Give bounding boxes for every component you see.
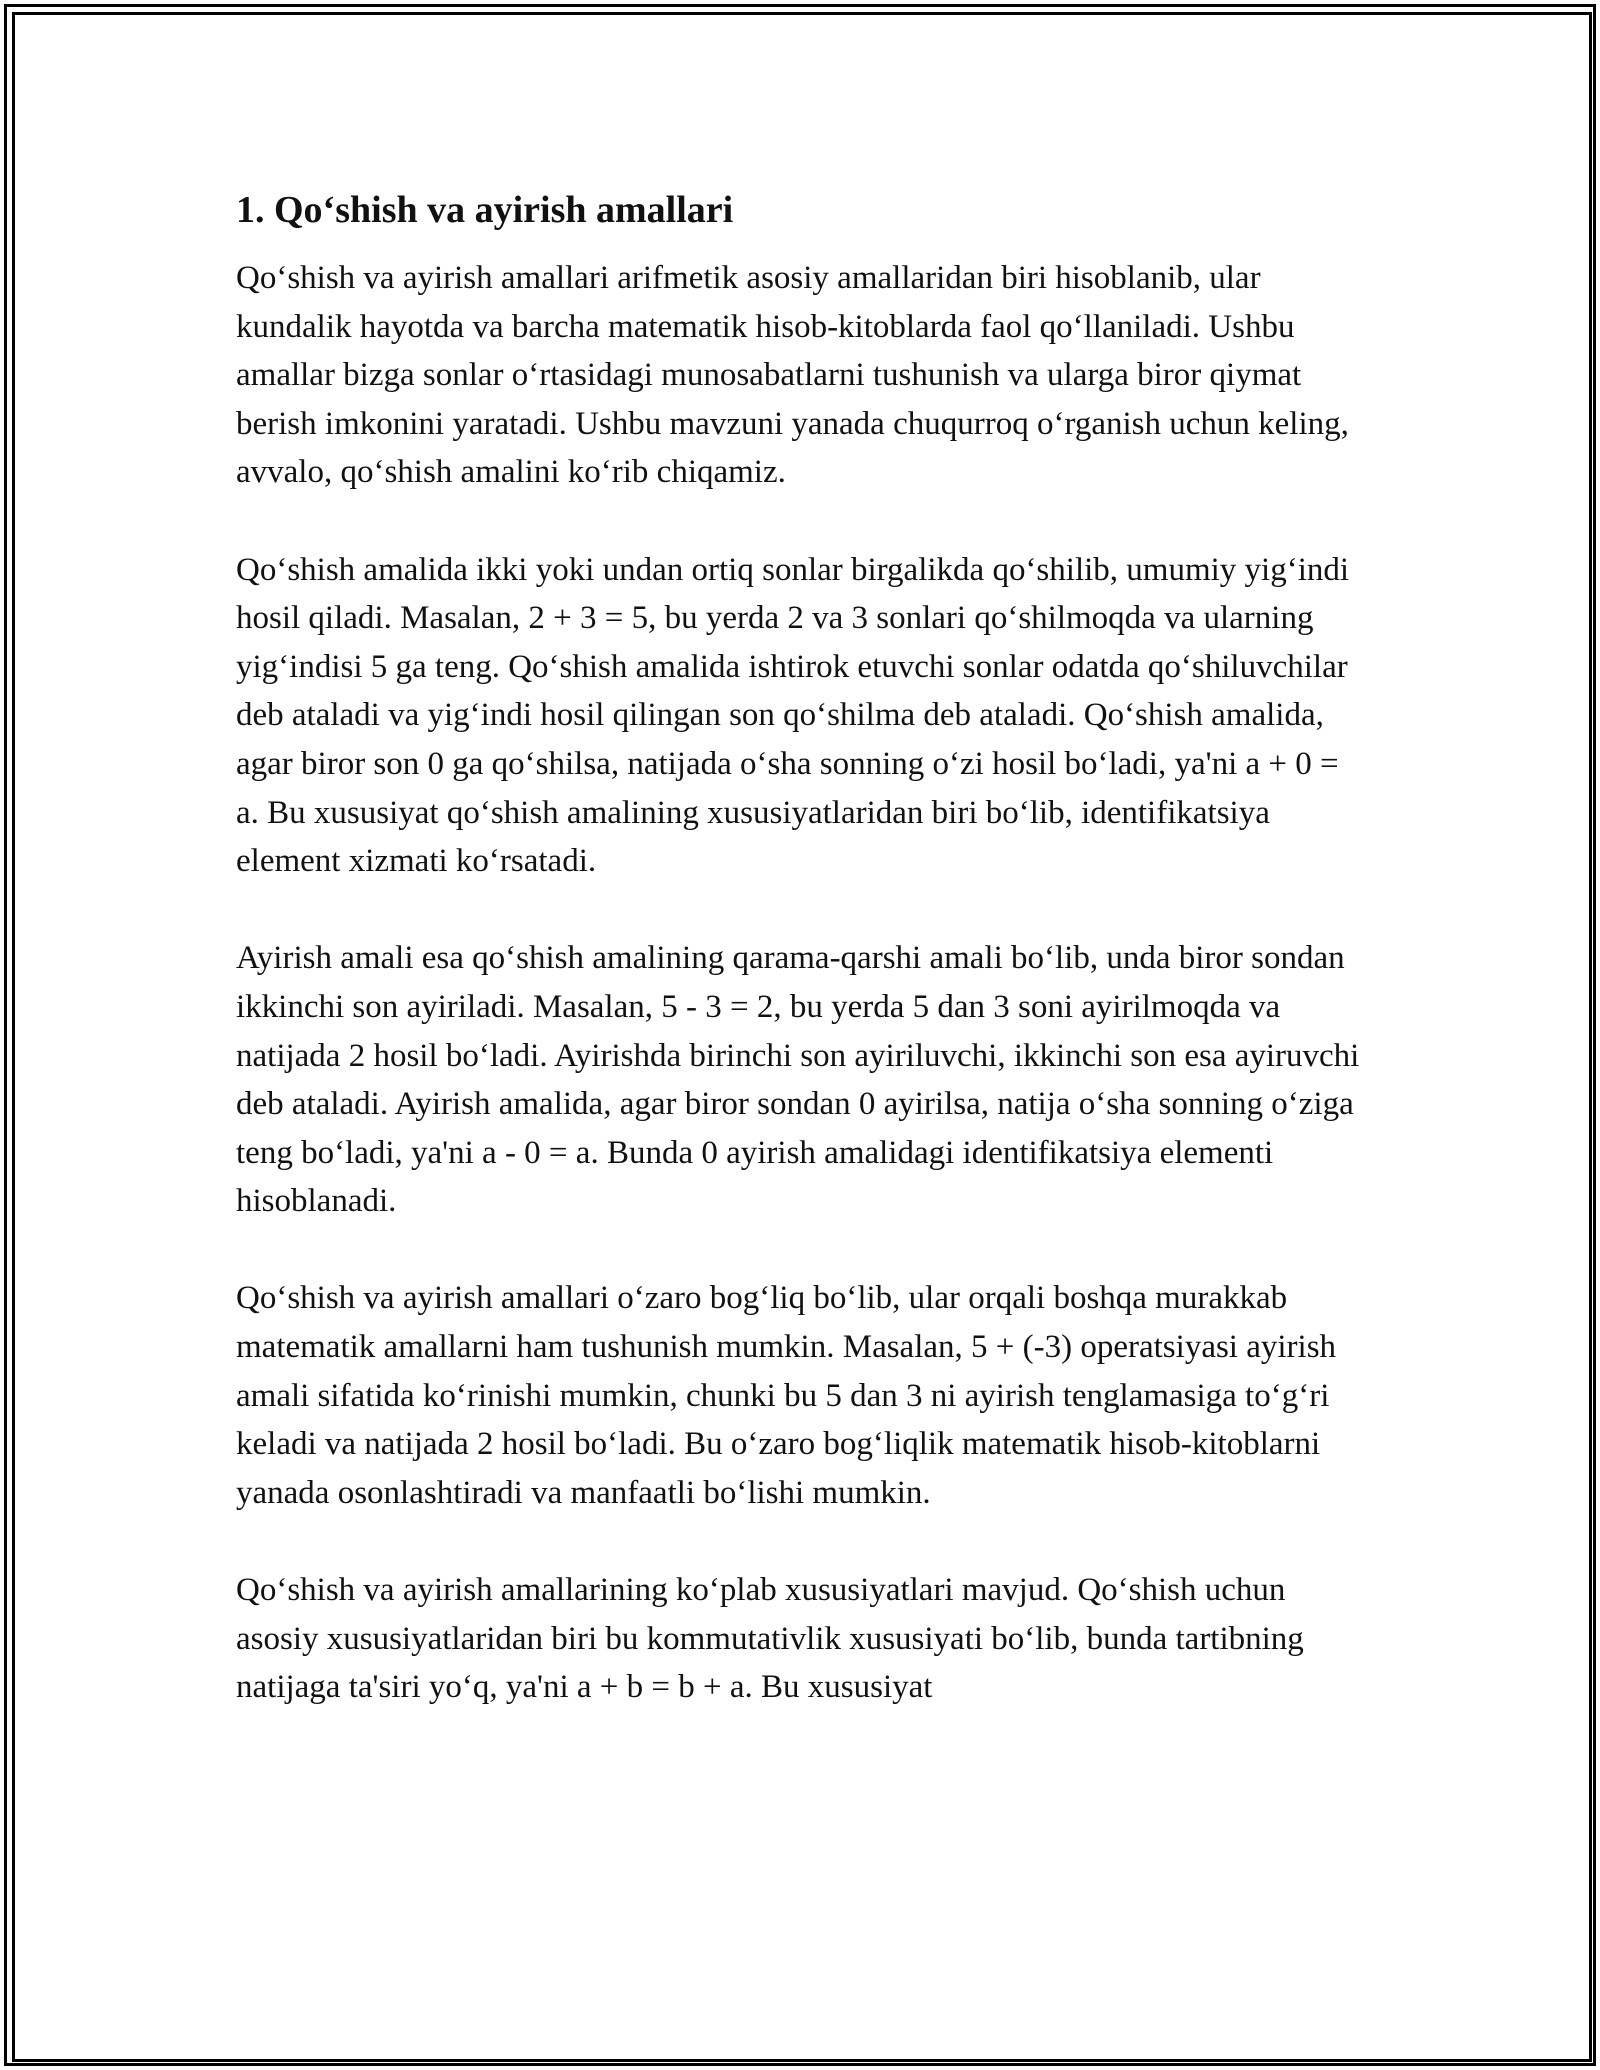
paragraph-relationship: Qo‘shish va ayirish amallari o‘zaro bog‘liq bo‘lib, ular orqali boshqa murakkab matematik amallarni ham tushunish mumkin. Masalan, 5 + (-3) operatsiyasi ayirish amali sifatida ko‘rinishi mumkin, chunki bu 5 dan 3 ni ayirish tenglamasiga to‘g‘ri keladi va natijada 2 hosil bo‘ladi. Bu o‘zaro bog‘liqlik matematik hisob-kitoblarni yanada osonlashtiradi va manfaatli bo‘lishi mumkin. bbox=[236, 1280, 1337, 1511]
paragraph-subtraction: Ayirish amali esa qo‘shish amalining qarama-qarshi amali bo‘lib, unda biror sondan ikkinchi son ayiriladi. Masalan, 5 - 3 = 2, bu yerda 5 dan 3 soni ayirilmoqda va natijada 2 hosil bo‘ladi. Ayirishda birinchi son ayiriluvchi, ikkinchi son esa ayiruvchi deb ataladi. Ayirish amalida, agar biror sondan 0 ayirilsa, natija o‘sha sonning o‘ziga teng bo‘ladi, ya'ni a - 0 = a. Bunda 0 ayirish amalidagi identifikatsiya elementi hisoblanadi. bbox=[236, 940, 1360, 1220]
document-body bbox=[236, 186, 1366, 1760]
paragraph-addition: Qo‘shish amalida ikki yoki undan ortiq sonlar birgalikda qo‘shilib, umumiy yig‘indi hosil qiladi. Masalan, 2 + 3 = 5, bu yerda 2 va 3 sonlari qo‘shilmoqda va ularning yig‘indisi 5 ga teng. Qo‘shish amalida ishtirok etuvchi sonlar odatda qo‘shiluvchilar deb ataladi va yig‘indi hosil qilingan son qo‘shilma deb ataladi. Qo‘shish amalida, agar biror son 0 ga qo‘shilsa, natijada o‘sha sonning o‘zi hosil bo‘ladi, ya'ni a + 0 = a. Bu xususiyat qo‘shish amalining xususiyatlaridan biri bo‘lib, identifikatsiya element xizmati ko‘rsatadi. bbox=[236, 551, 1350, 880]
paragraph-intro: Qo‘shish va ayirish amallari arifmetik asosiy amallaridan biri hisoblanib, ular kundalik hayotda va barcha matematik hisob-kitoblarda faol qo‘llaniladi. Ushbu amallar bizga sonlar o‘rtasidagi munosabatlarni tushunish va ularga biror qiymat berish imkonini yaratadi. Ushbu mavzuni yanada chuqurroq o‘rganish uchun keling, avvalo, qo‘shish amalini ko‘rib chiqamiz. bbox=[236, 260, 1349, 491]
paragraph-properties: Qo‘shish va ayirish amallarining ko‘plab xususiyatlari mavjud. Qo‘shish uchun asosiy xususiyatlaridan biri bu kommutativlik xususiyati bo‘lib, bunda tartibning natijaga ta'siri yo‘q, ya'ni a + b = b + a. Bu xususiyat bbox=[236, 1572, 1304, 1706]
section-heading: 1. Qo‘shish va ayirish amallari bbox=[236, 189, 734, 231]
